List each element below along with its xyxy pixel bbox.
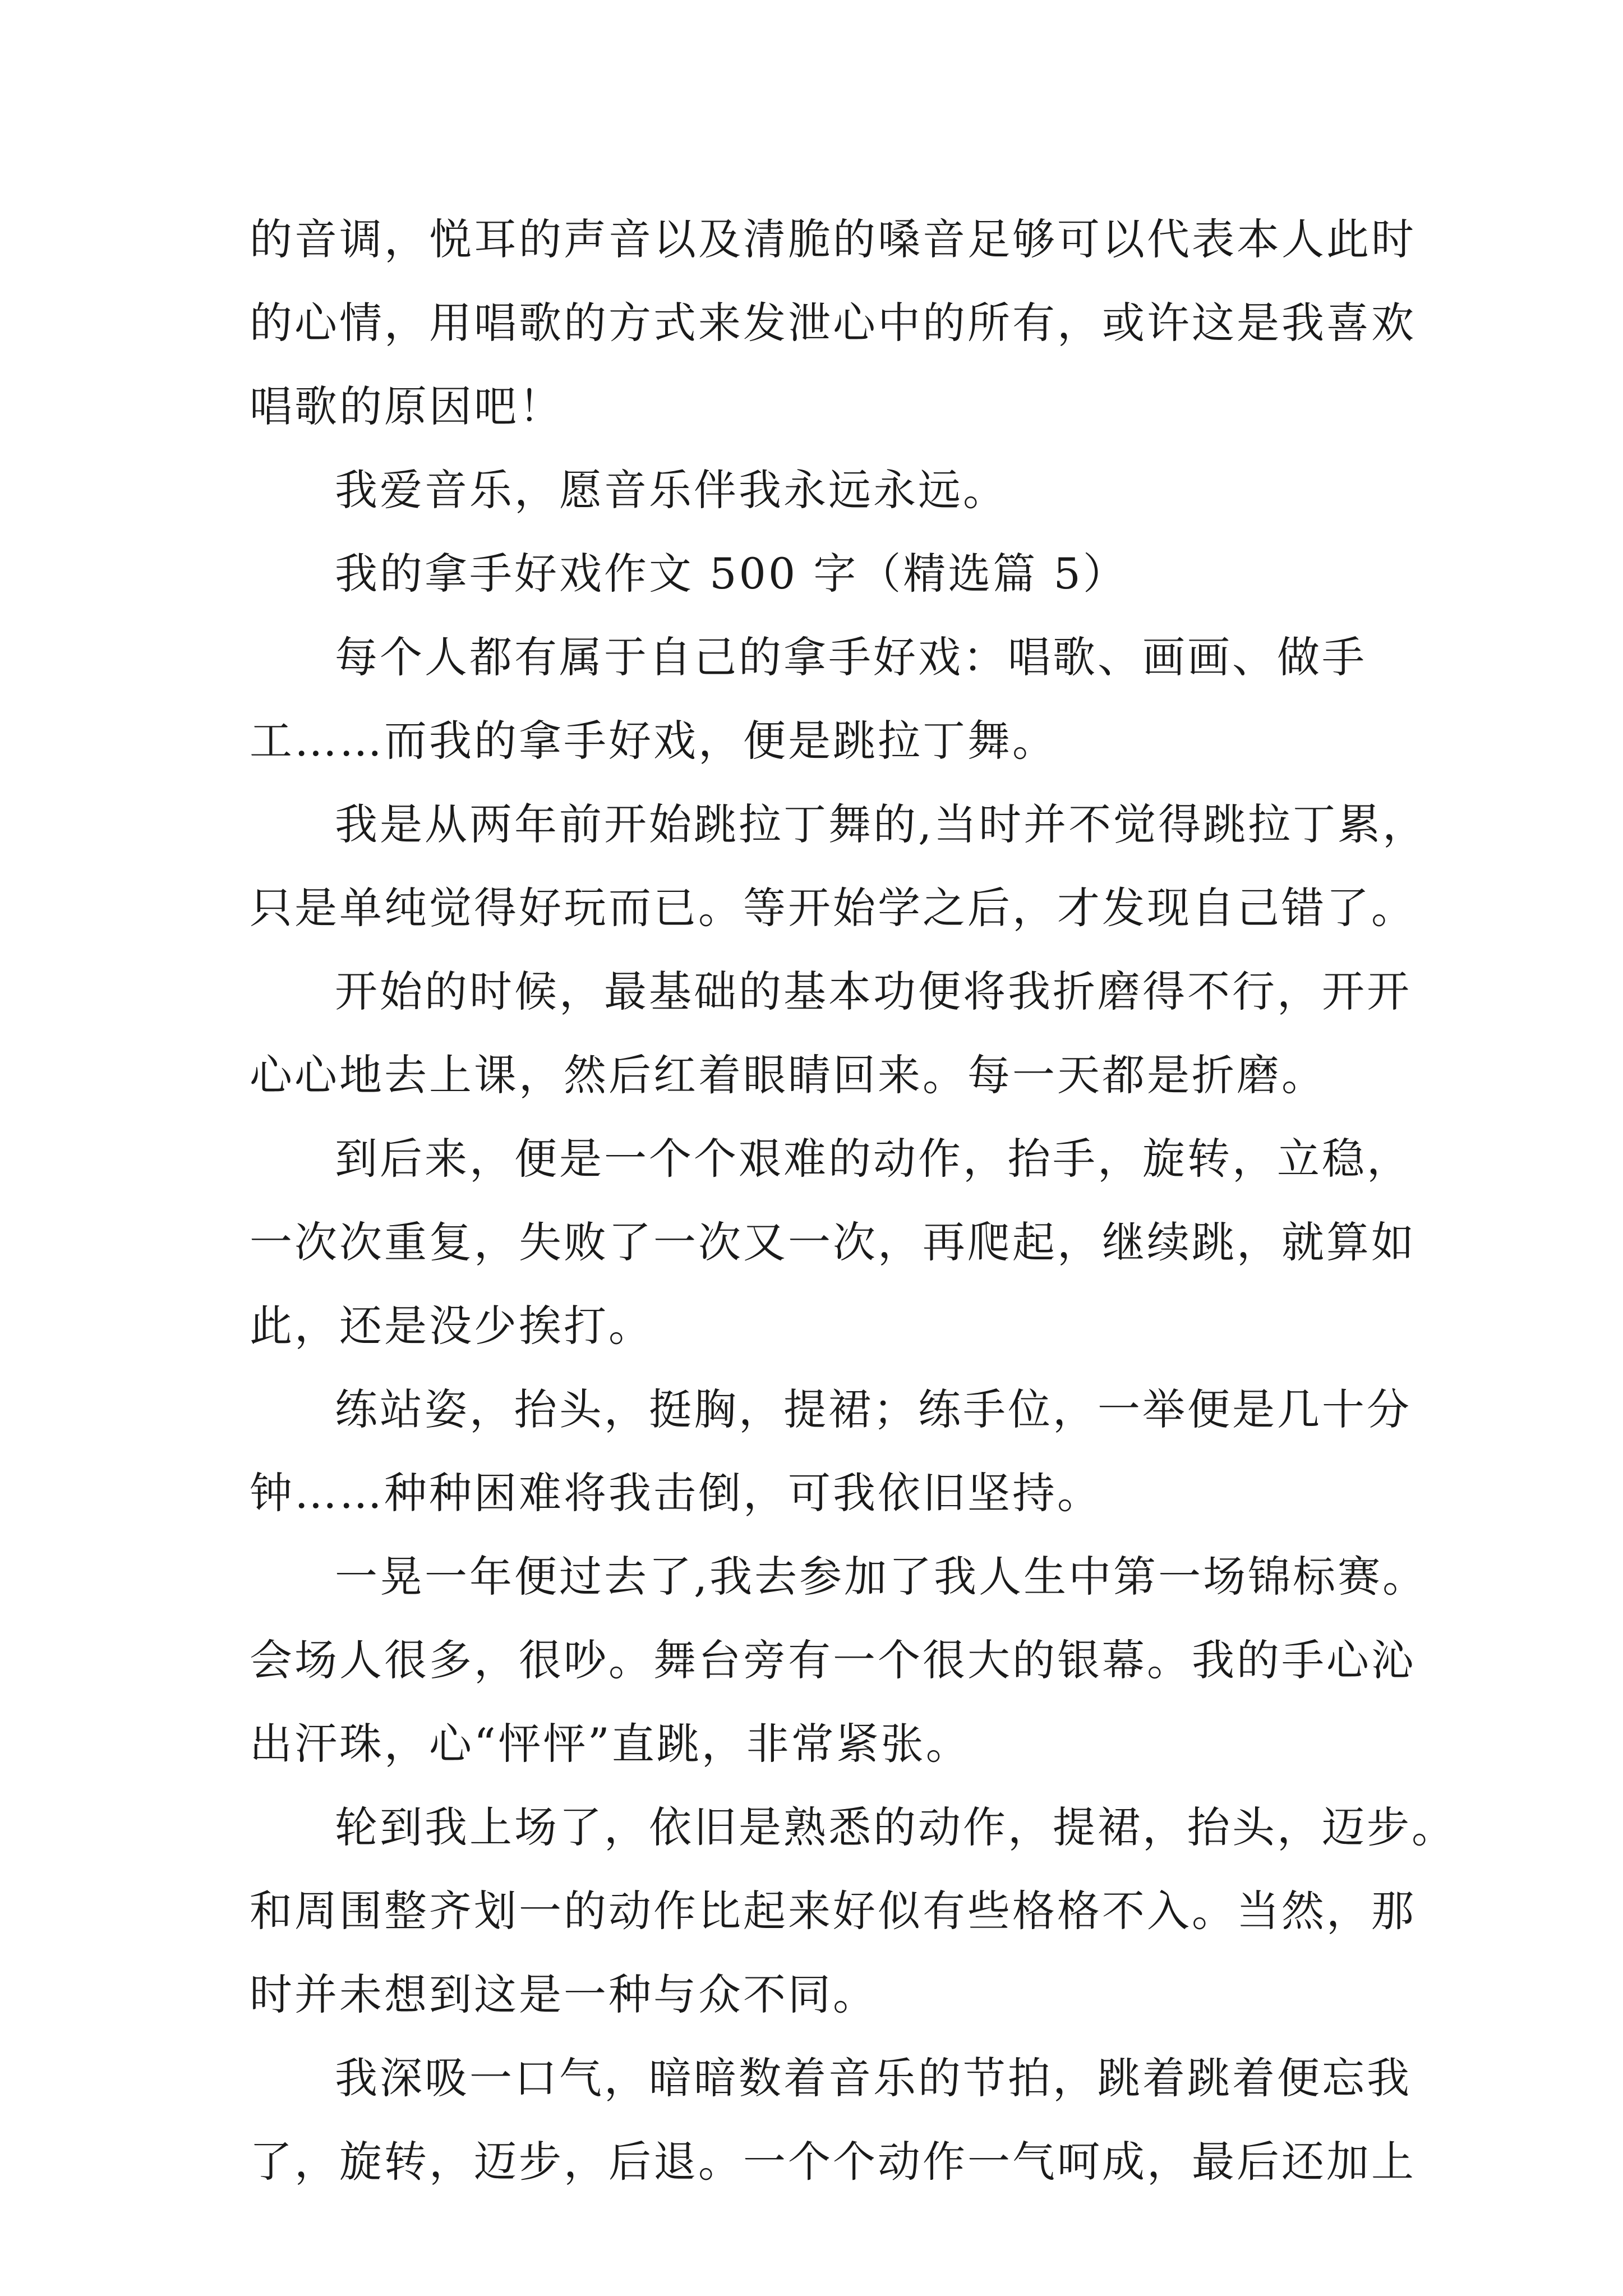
- text-line: 钟……种种困难将我击倒，可我依旧坚持。: [250, 1468, 1102, 1518]
- text-line: 的心情，用唱歌的方式来发泄心中的所有，或许这是我喜欢: [250, 298, 1416, 348]
- paragraph-6: [250, 950, 1412, 1117]
- paragraph-8: [250, 1368, 1412, 1535]
- paragraph-4: [250, 615, 1388, 783]
- text-line: 了，旋转，迈步，后退。一个个动作一气呵成，最后还加上: [250, 2137, 1416, 2187]
- paragraph-10: [250, 1786, 1456, 2036]
- text-line: 我深吸一口气，暗暗数着音乐的节拍，跳着跳着便忘我: [335, 2053, 1412, 2103]
- text-line: 时并未想到这是一种与众不同。: [250, 1970, 878, 2019]
- text-line: 和周围整齐划一的动作比起来好似有些格格不入。当然，那: [250, 1886, 1416, 1936]
- text-line: 每个人都有属于自己的拿手好戏：唱歌、画画、做手: [335, 632, 1367, 682]
- paragraph-11: [250, 2036, 1416, 2203]
- text-line: 开始的时候，最基础的基本功便将我折磨得不行，开开: [335, 967, 1412, 1016]
- section-heading: [250, 532, 1388, 615]
- text-line: 我是从两年前开始跳拉丁舞的,当时并不觉得跳拉丁累，: [335, 799, 1428, 849]
- document-body: [250, 197, 1456, 2203]
- paragraph-9: [250, 1535, 1428, 1786]
- paragraph-1: [250, 197, 1416, 448]
- text-line: 我爱音乐，愿音乐伴我永远永远。: [335, 465, 1008, 515]
- text-line: 唱歌的原因吧！: [250, 381, 564, 431]
- text-line: 会场人很多，很吵。舞台旁有一个很大的银幕。我的手心沁: [250, 1635, 1416, 1685]
- paragraph-7: [250, 1117, 1416, 1368]
- text-line: 一晃一年便过去了,我去参加了我人生中第一场锦标赛。: [335, 1552, 1428, 1602]
- text-line: 的音调，悦耳的声音以及清脆的嗓音足够可以代表本人此时: [250, 214, 1416, 264]
- text-line: 工……而我的拿手好戏，便是跳拉丁舞。: [250, 716, 1057, 766]
- text-line: 只是单纯觉得好玩而已。等开始学之后，才发现自己错了。: [250, 883, 1416, 933]
- text-line: 轮到我上场了，依旧是熟悉的动作，提裙，抬头，迈步。: [335, 1802, 1456, 1852]
- text-line: 到后来，便是一个个艰难的动作，抬手，旋转，立稳，: [335, 1134, 1412, 1184]
- paragraph-5: [250, 783, 1428, 950]
- paragraph-2: [250, 448, 1388, 532]
- heading-line: 我的拿手好戏作文 500 字（精选篇 5）: [335, 549, 1128, 599]
- text-line: 出汗珠，心“怦怦”直跳，非常紧张。: [250, 1719, 971, 1769]
- text-line: 心心地去上课，然后红着眼睛回来。每一天都是折磨。: [250, 1050, 1326, 1100]
- text-line: 一次次重复，失败了一次又一次，再爬起，继续跳，就算如: [250, 1217, 1416, 1267]
- text-line: 此，还是没少挨打。: [250, 1301, 653, 1351]
- text-line: 练站姿，抬头，挺胸，提裙；练手位，一举便是几十分: [335, 1384, 1412, 1434]
